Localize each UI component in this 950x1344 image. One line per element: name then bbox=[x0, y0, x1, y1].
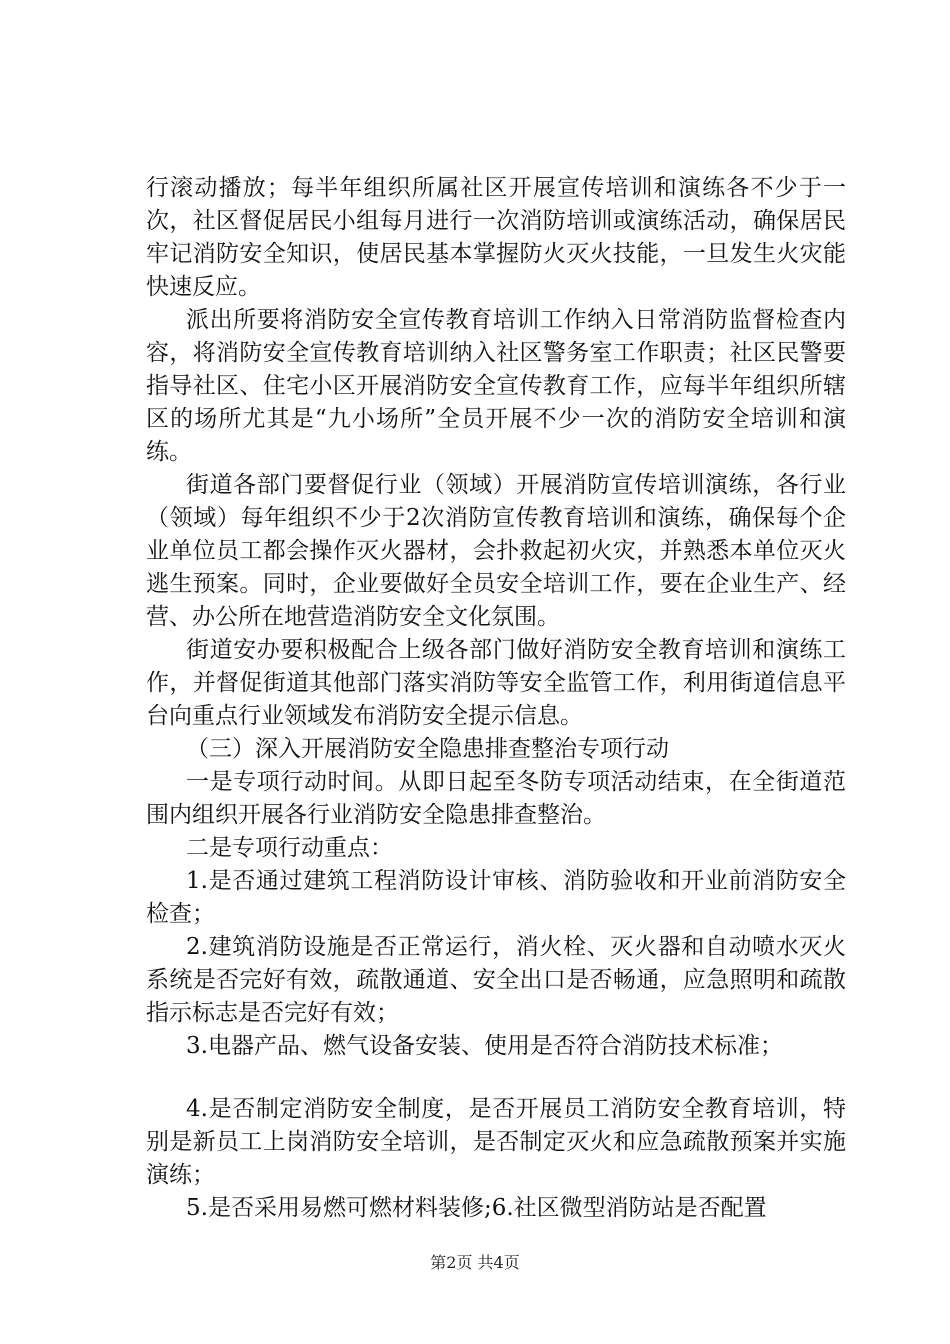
list-item-4: 4.是否制定消防安全制度，是否开展员工消防安全教育培训，特别是新员工上岗消防安全培训，是否制定灭火和应急疏散预案并实施演练； bbox=[146, 1096, 846, 1188]
document-body bbox=[146, 172, 846, 1225]
page-footer: 第2页 共4页 bbox=[430, 1253, 520, 1272]
paragraph-6: 二是专项行动重点： bbox=[186, 835, 393, 861]
list-item-2: 2.建筑消防设施是否正常运行，消火栓、灭火器和自动喷水灭火系统是否完好有效，疏散通道、安全出口是否畅通，应急照明和疏散指示标志是否完好有效； bbox=[146, 934, 846, 1026]
list-item-3: 3.电器产品、燃气设备安装、使用是否符合消防技术标准； bbox=[186, 1033, 783, 1059]
section-heading: （三）深入开展消防安全隐患排查整治专项行动 bbox=[186, 736, 669, 762]
list-item-1: 1.是否通过建筑工程消防设计审核、消防验收和开业前消防安全检查； bbox=[146, 868, 846, 927]
list-item-5: 5.是否采用易燃可燃材料装修;6.社区微型消防站是否配置 bbox=[186, 1195, 767, 1221]
blank-line bbox=[146, 1063, 846, 1093]
paragraph-1: 行滚动播放；每半年组织所属社区开展宣传培训和演练各不少于一次，社区督促居民小组每月进行一次消防培训或演练活动，确保居民牢记消防安全知识，使居民基本掌握防火灭火技能，一旦发生火灾能快速反应。 bbox=[146, 175, 846, 300]
paragraph-5: 一是专项行动时间。从即日起至冬防专项活动结束，在全街道范围内组织开展各行业消防安全隐患排查整治。 bbox=[146, 769, 846, 828]
paragraph-4: 街道安办要积极配合上级各部门做好消防安全教育培训和演练工作，并督促街道其他部门落实消防等安全监管工作，利用街道信息平台向重点行业领域发布消防安全提示信息。 bbox=[146, 637, 846, 729]
paragraph-2: 派出所要将消防安全宣传教育培训工作纳入日常消防监督检查内容，将消防安全宣传教育培训纳入社区警务室工作职责；社区民警要指导社区、住宅小区开展消防安全宣传教育工作，应每半年组织所辖区的场所尤其是“九小场所”全员开展不少一次的消防安全培训和演练。 bbox=[146, 307, 846, 465]
paragraph-3: 街道各部门要督促行业（领域）开展消防宣传培训演练，各行业（领域）每年组织不少于2次消防宣传教育培训和演练，确保每个企业单位员工都会操作灭火器材，会扑救起初火灾，并熟悉本单位灭火逃生预案。同时，企业要做好全员安全培训工作，要在企业生产、经营、办公所在地营造消防安全文化氛围。 bbox=[146, 472, 846, 630]
